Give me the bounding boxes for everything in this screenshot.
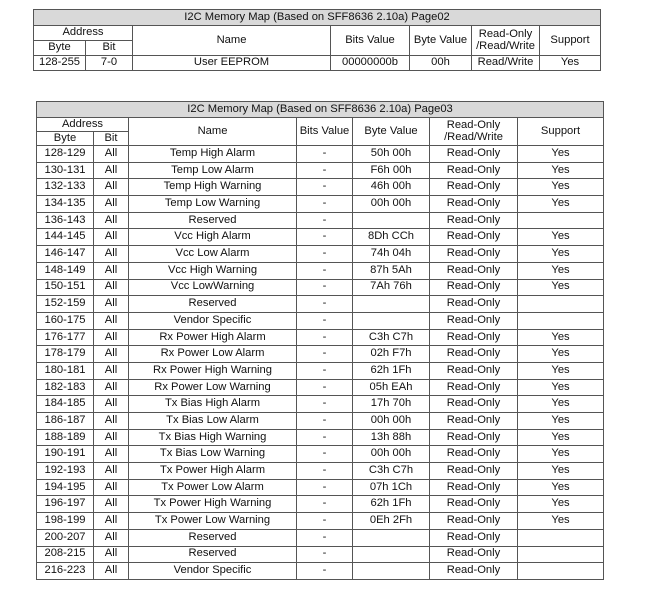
support-cell: Yes	[518, 162, 604, 179]
byte-value-cell	[353, 546, 430, 563]
byte-cell: 208-215	[37, 546, 94, 563]
bit-cell: All	[94, 329, 129, 346]
bit-cell: All	[94, 246, 129, 263]
bits-value-cell: -	[297, 496, 353, 513]
support-cell: Yes	[518, 513, 604, 530]
name-cell: Vendor Specific	[129, 563, 297, 580]
table-body	[34, 56, 601, 71]
byte-value-cell	[353, 312, 430, 329]
bits-value-cell: -	[297, 479, 353, 496]
support-cell: Yes	[518, 196, 604, 213]
support-cell: Yes	[518, 379, 604, 396]
support-cell: Yes	[518, 463, 604, 480]
read-write-cell: Read-Only	[430, 446, 518, 463]
read-write-cell: Read-Only	[430, 196, 518, 213]
byte-cell: 128-255	[34, 56, 86, 71]
table-row	[37, 329, 604, 346]
table-row	[37, 563, 604, 580]
support-cell: Yes	[518, 362, 604, 379]
table-row	[37, 346, 604, 363]
read-write-cell: Read-Only	[430, 479, 518, 496]
support-cell: Yes	[518, 346, 604, 363]
name-cell: Temp High Warning	[129, 179, 297, 196]
table-row	[37, 496, 604, 513]
name-cell: Tx Bias High Alarm	[129, 396, 297, 413]
byte-value-cell: C3h C7h	[353, 463, 430, 480]
bit-cell: All	[94, 479, 129, 496]
byte-cell: 190-191	[37, 446, 94, 463]
byte-cell: 132-133	[37, 179, 94, 196]
support-cell: Yes	[518, 429, 604, 446]
bit-cell: All	[94, 513, 129, 530]
name-header: Name	[133, 26, 331, 56]
bits-value-cell: -	[297, 513, 353, 530]
table-row	[37, 362, 604, 379]
bits-value-cell: -	[297, 162, 353, 179]
support-cell: Yes	[518, 329, 604, 346]
byte-header: Byte	[37, 132, 94, 146]
bits-value-cell: -	[297, 196, 353, 213]
byte-value-cell	[353, 212, 430, 229]
bit-cell: All	[94, 262, 129, 279]
read-write-cell: Read-Only	[430, 329, 518, 346]
bits-value-cell: -	[297, 396, 353, 413]
support-cell: Yes	[518, 279, 604, 296]
byte-cell: 144-145	[37, 229, 94, 246]
table-row	[37, 279, 604, 296]
byte-value-cell: 46h 00h	[353, 179, 430, 196]
byte-cell: 152-159	[37, 296, 94, 313]
name-cell: Tx Power Low Alarm	[129, 479, 297, 496]
byte-value-cell: 00h 00h	[353, 196, 430, 213]
name-header: Name	[129, 118, 297, 146]
support-cell: Yes	[518, 262, 604, 279]
byte-cell: 200-207	[37, 529, 94, 546]
support-cell: Yes	[518, 446, 604, 463]
name-cell: Rx Power Low Warning	[129, 379, 297, 396]
bits-value-cell: -	[297, 212, 353, 229]
byte-value-cell	[353, 563, 430, 580]
read-write-cell: Read/Write	[472, 56, 540, 71]
read-write-cell: Read-Only	[430, 296, 518, 313]
bit-cell: 7-0	[86, 56, 133, 71]
bits-value-cell: -	[297, 362, 353, 379]
name-cell: Reserved	[129, 212, 297, 229]
table-row	[37, 413, 604, 430]
bits-value-cell: -	[297, 346, 353, 363]
byte-cell: 150-151	[37, 279, 94, 296]
bits-value-cell: -	[297, 446, 353, 463]
byte-value-cell: 07h 1Ch	[353, 479, 430, 496]
name-cell: Tx Power High Warning	[129, 496, 297, 513]
table-row	[37, 429, 604, 446]
read-write-cell: Read-Only	[430, 362, 518, 379]
bit-cell: All	[94, 162, 129, 179]
byte-cell: 160-175	[37, 312, 94, 329]
read-write-cell: Read-Only	[430, 346, 518, 363]
support-cell: Yes	[540, 56, 601, 71]
name-cell: Rx Power High Alarm	[129, 329, 297, 346]
table-row	[37, 196, 604, 213]
support-header: Support	[540, 26, 601, 56]
name-cell: Tx Bias High Warning	[129, 429, 297, 446]
bits-value-cell: -	[297, 296, 353, 313]
name-cell: Tx Power Low Warning	[129, 513, 297, 530]
read-write-header-line2: /Read/Write	[444, 130, 503, 143]
table-row	[37, 529, 604, 546]
table-row	[37, 446, 604, 463]
bit-cell: All	[94, 379, 129, 396]
bit-cell: All	[94, 463, 129, 480]
read-write-cell: Read-Only	[430, 496, 518, 513]
byte-cell: 198-199	[37, 513, 94, 530]
table-row	[37, 246, 604, 263]
byte-cell: 128-129	[37, 146, 94, 163]
byte-value-cell: C3h C7h	[353, 329, 430, 346]
name-cell: Temp Low Alarm	[129, 162, 297, 179]
name-cell: User EEPROM	[133, 56, 331, 71]
support-cell: Yes	[518, 496, 604, 513]
byte-value-cell	[353, 296, 430, 313]
memory-map-table-page03	[36, 101, 604, 580]
bits-value-header: Bits Value	[331, 26, 410, 56]
memory-map-table-page02	[33, 9, 601, 71]
byte-cell: 184-185	[37, 396, 94, 413]
byte-cell: 134-135	[37, 196, 94, 213]
table-body	[37, 146, 604, 580]
name-cell: Rx Power Low Alarm	[129, 346, 297, 363]
byte-cell: 196-197	[37, 496, 94, 513]
read-write-header-line2: /Read/Write	[476, 39, 535, 52]
support-cell: Yes	[518, 479, 604, 496]
read-write-cell: Read-Only	[430, 379, 518, 396]
bit-cell: All	[94, 312, 129, 329]
read-write-cell: Read-Only	[430, 429, 518, 446]
bits-value-cell: -	[297, 529, 353, 546]
bits-value-cell: -	[297, 563, 353, 580]
bit-header: Bit	[86, 41, 133, 56]
byte-value-cell: 62h 1Fh	[353, 362, 430, 379]
bit-cell: All	[94, 212, 129, 229]
table-title: I2C Memory Map (Based on SFF8636 2.10a) Page02	[34, 10, 601, 26]
read-write-cell: Read-Only	[430, 312, 518, 329]
table-row	[37, 162, 604, 179]
byte-value-cell: 74h 04h	[353, 246, 430, 263]
bit-cell: All	[94, 546, 129, 563]
bits-value-cell: -	[297, 413, 353, 430]
byte-value-cell: 7Ah 76h	[353, 279, 430, 296]
bits-value-cell: -	[297, 429, 353, 446]
byte-value-cell: 00h	[410, 56, 472, 71]
table-row	[37, 229, 604, 246]
name-cell: Reserved	[129, 296, 297, 313]
read-write-cell: Read-Only	[430, 563, 518, 580]
table-row	[37, 479, 604, 496]
table-row	[37, 212, 604, 229]
read-write-header	[430, 118, 518, 146]
bits-value-header: Bits Value	[297, 118, 353, 146]
byte-cell: 216-223	[37, 563, 94, 580]
bit-cell: All	[94, 429, 129, 446]
table-row	[37, 513, 604, 530]
name-cell: Temp Low Warning	[129, 196, 297, 213]
read-write-cell: Read-Only	[430, 463, 518, 480]
read-write-cell: Read-Only	[430, 396, 518, 413]
bits-value-cell: -	[297, 546, 353, 563]
name-cell: Tx Power High Alarm	[129, 463, 297, 480]
table-row	[37, 463, 604, 480]
bit-cell: All	[94, 346, 129, 363]
byte-value-cell: 62h 1Fh	[353, 496, 430, 513]
byte-value-header: Byte Value	[353, 118, 430, 146]
bit-cell: All	[94, 496, 129, 513]
name-cell: Tx Bias Low Alarm	[129, 413, 297, 430]
byte-cell: 186-187	[37, 413, 94, 430]
byte-cell: 188-189	[37, 429, 94, 446]
bits-value-cell: -	[297, 246, 353, 263]
table-row	[37, 379, 604, 396]
read-write-cell: Read-Only	[430, 529, 518, 546]
bits-value-cell: -	[297, 463, 353, 480]
table-row	[37, 262, 604, 279]
byte-value-cell	[353, 529, 430, 546]
byte-cell: 192-193	[37, 463, 94, 480]
byte-cell: 148-149	[37, 262, 94, 279]
bits-value-cell: -	[297, 312, 353, 329]
support-cell: Yes	[518, 246, 604, 263]
read-write-cell: Read-Only	[430, 262, 518, 279]
support-cell: Yes	[518, 413, 604, 430]
table-row	[37, 179, 604, 196]
bit-header: Bit	[94, 132, 129, 146]
read-write-cell: Read-Only	[430, 513, 518, 530]
byte-value-cell: 00h 00h	[353, 446, 430, 463]
byte-value-cell: 00h 00h	[353, 413, 430, 430]
read-write-cell: Read-Only	[430, 546, 518, 563]
support-cell	[518, 312, 604, 329]
support-cell	[518, 563, 604, 580]
read-write-cell: Read-Only	[430, 279, 518, 296]
bit-cell: All	[94, 413, 129, 430]
read-write-cell: Read-Only	[430, 146, 518, 163]
table-row	[37, 312, 604, 329]
name-cell: Temp High Alarm	[129, 146, 297, 163]
address-header: Address	[37, 118, 129, 132]
bit-cell: All	[94, 146, 129, 163]
bits-value-cell: -	[297, 146, 353, 163]
name-cell: Vcc Low Alarm	[129, 246, 297, 263]
address-header: Address	[34, 26, 133, 41]
table-row	[37, 396, 604, 413]
name-cell: Vcc High Alarm	[129, 229, 297, 246]
read-write-cell: Read-Only	[430, 212, 518, 229]
bit-cell: All	[94, 396, 129, 413]
support-cell: Yes	[518, 146, 604, 163]
table-row	[37, 146, 604, 163]
bits-value-cell: -	[297, 179, 353, 196]
name-cell: Vendor Specific	[129, 312, 297, 329]
support-cell	[518, 296, 604, 313]
byte-cell: 130-131	[37, 162, 94, 179]
read-write-cell: Read-Only	[430, 162, 518, 179]
read-write-header-line1: Read-Only	[446, 118, 501, 131]
bit-cell: All	[94, 279, 129, 296]
support-cell	[518, 529, 604, 546]
name-cell: Vcc High Warning	[129, 262, 297, 279]
byte-cell: 180-181	[37, 362, 94, 379]
support-cell: Yes	[518, 229, 604, 246]
bit-cell: All	[94, 446, 129, 463]
support-cell	[518, 546, 604, 563]
bit-cell: All	[94, 229, 129, 246]
bit-cell: All	[94, 179, 129, 196]
table-row	[37, 296, 604, 313]
bits-value-cell: -	[297, 279, 353, 296]
byte-cell: 146-147	[37, 246, 94, 263]
read-write-cell: Read-Only	[430, 246, 518, 263]
read-write-cell: Read-Only	[430, 179, 518, 196]
support-cell: Yes	[518, 179, 604, 196]
bits-value-cell: -	[297, 329, 353, 346]
bits-value-cell: -	[297, 379, 353, 396]
bits-value-cell: 00000000b	[331, 56, 410, 71]
name-cell: Rx Power High Warning	[129, 362, 297, 379]
table-row	[34, 56, 601, 71]
byte-value-cell: 50h 00h	[353, 146, 430, 163]
byte-cell: 182-183	[37, 379, 94, 396]
byte-value-cell: 05h EAh	[353, 379, 430, 396]
bits-value-cell: -	[297, 262, 353, 279]
bits-value-cell: -	[297, 229, 353, 246]
byte-value-cell: 87h 5Ah	[353, 262, 430, 279]
name-cell: Reserved	[129, 529, 297, 546]
byte-value-cell: 8Dh CCh	[353, 229, 430, 246]
bit-cell: All	[94, 563, 129, 580]
name-cell: Vcc LowWarning	[129, 279, 297, 296]
table-title: I2C Memory Map (Based on SFF8636 2.10a) Page03	[37, 102, 604, 118]
name-cell: Reserved	[129, 546, 297, 563]
byte-value-cell: 0Eh 2Fh	[353, 513, 430, 530]
read-write-header	[472, 26, 540, 56]
name-cell: Tx Bias Low Warning	[129, 446, 297, 463]
byte-cell: 194-195	[37, 479, 94, 496]
bit-cell: All	[94, 296, 129, 313]
read-write-cell: Read-Only	[430, 229, 518, 246]
support-header: Support	[518, 118, 604, 146]
byte-value-cell: 02h F7h	[353, 346, 430, 363]
bit-cell: All	[94, 196, 129, 213]
bit-cell: All	[94, 362, 129, 379]
support-cell	[518, 212, 604, 229]
byte-header: Byte	[34, 41, 86, 56]
table-row	[37, 546, 604, 563]
support-cell: Yes	[518, 396, 604, 413]
byte-cell: 178-179	[37, 346, 94, 363]
byte-value-header: Byte Value	[410, 26, 472, 56]
byte-value-cell: 17h 70h	[353, 396, 430, 413]
byte-value-cell: F6h 00h	[353, 162, 430, 179]
bit-cell: All	[94, 529, 129, 546]
byte-value-cell: 13h 88h	[353, 429, 430, 446]
byte-cell: 136-143	[37, 212, 94, 229]
read-write-header-line1: Read-Only	[478, 27, 533, 40]
byte-cell: 176-177	[37, 329, 94, 346]
read-write-cell: Read-Only	[430, 413, 518, 430]
